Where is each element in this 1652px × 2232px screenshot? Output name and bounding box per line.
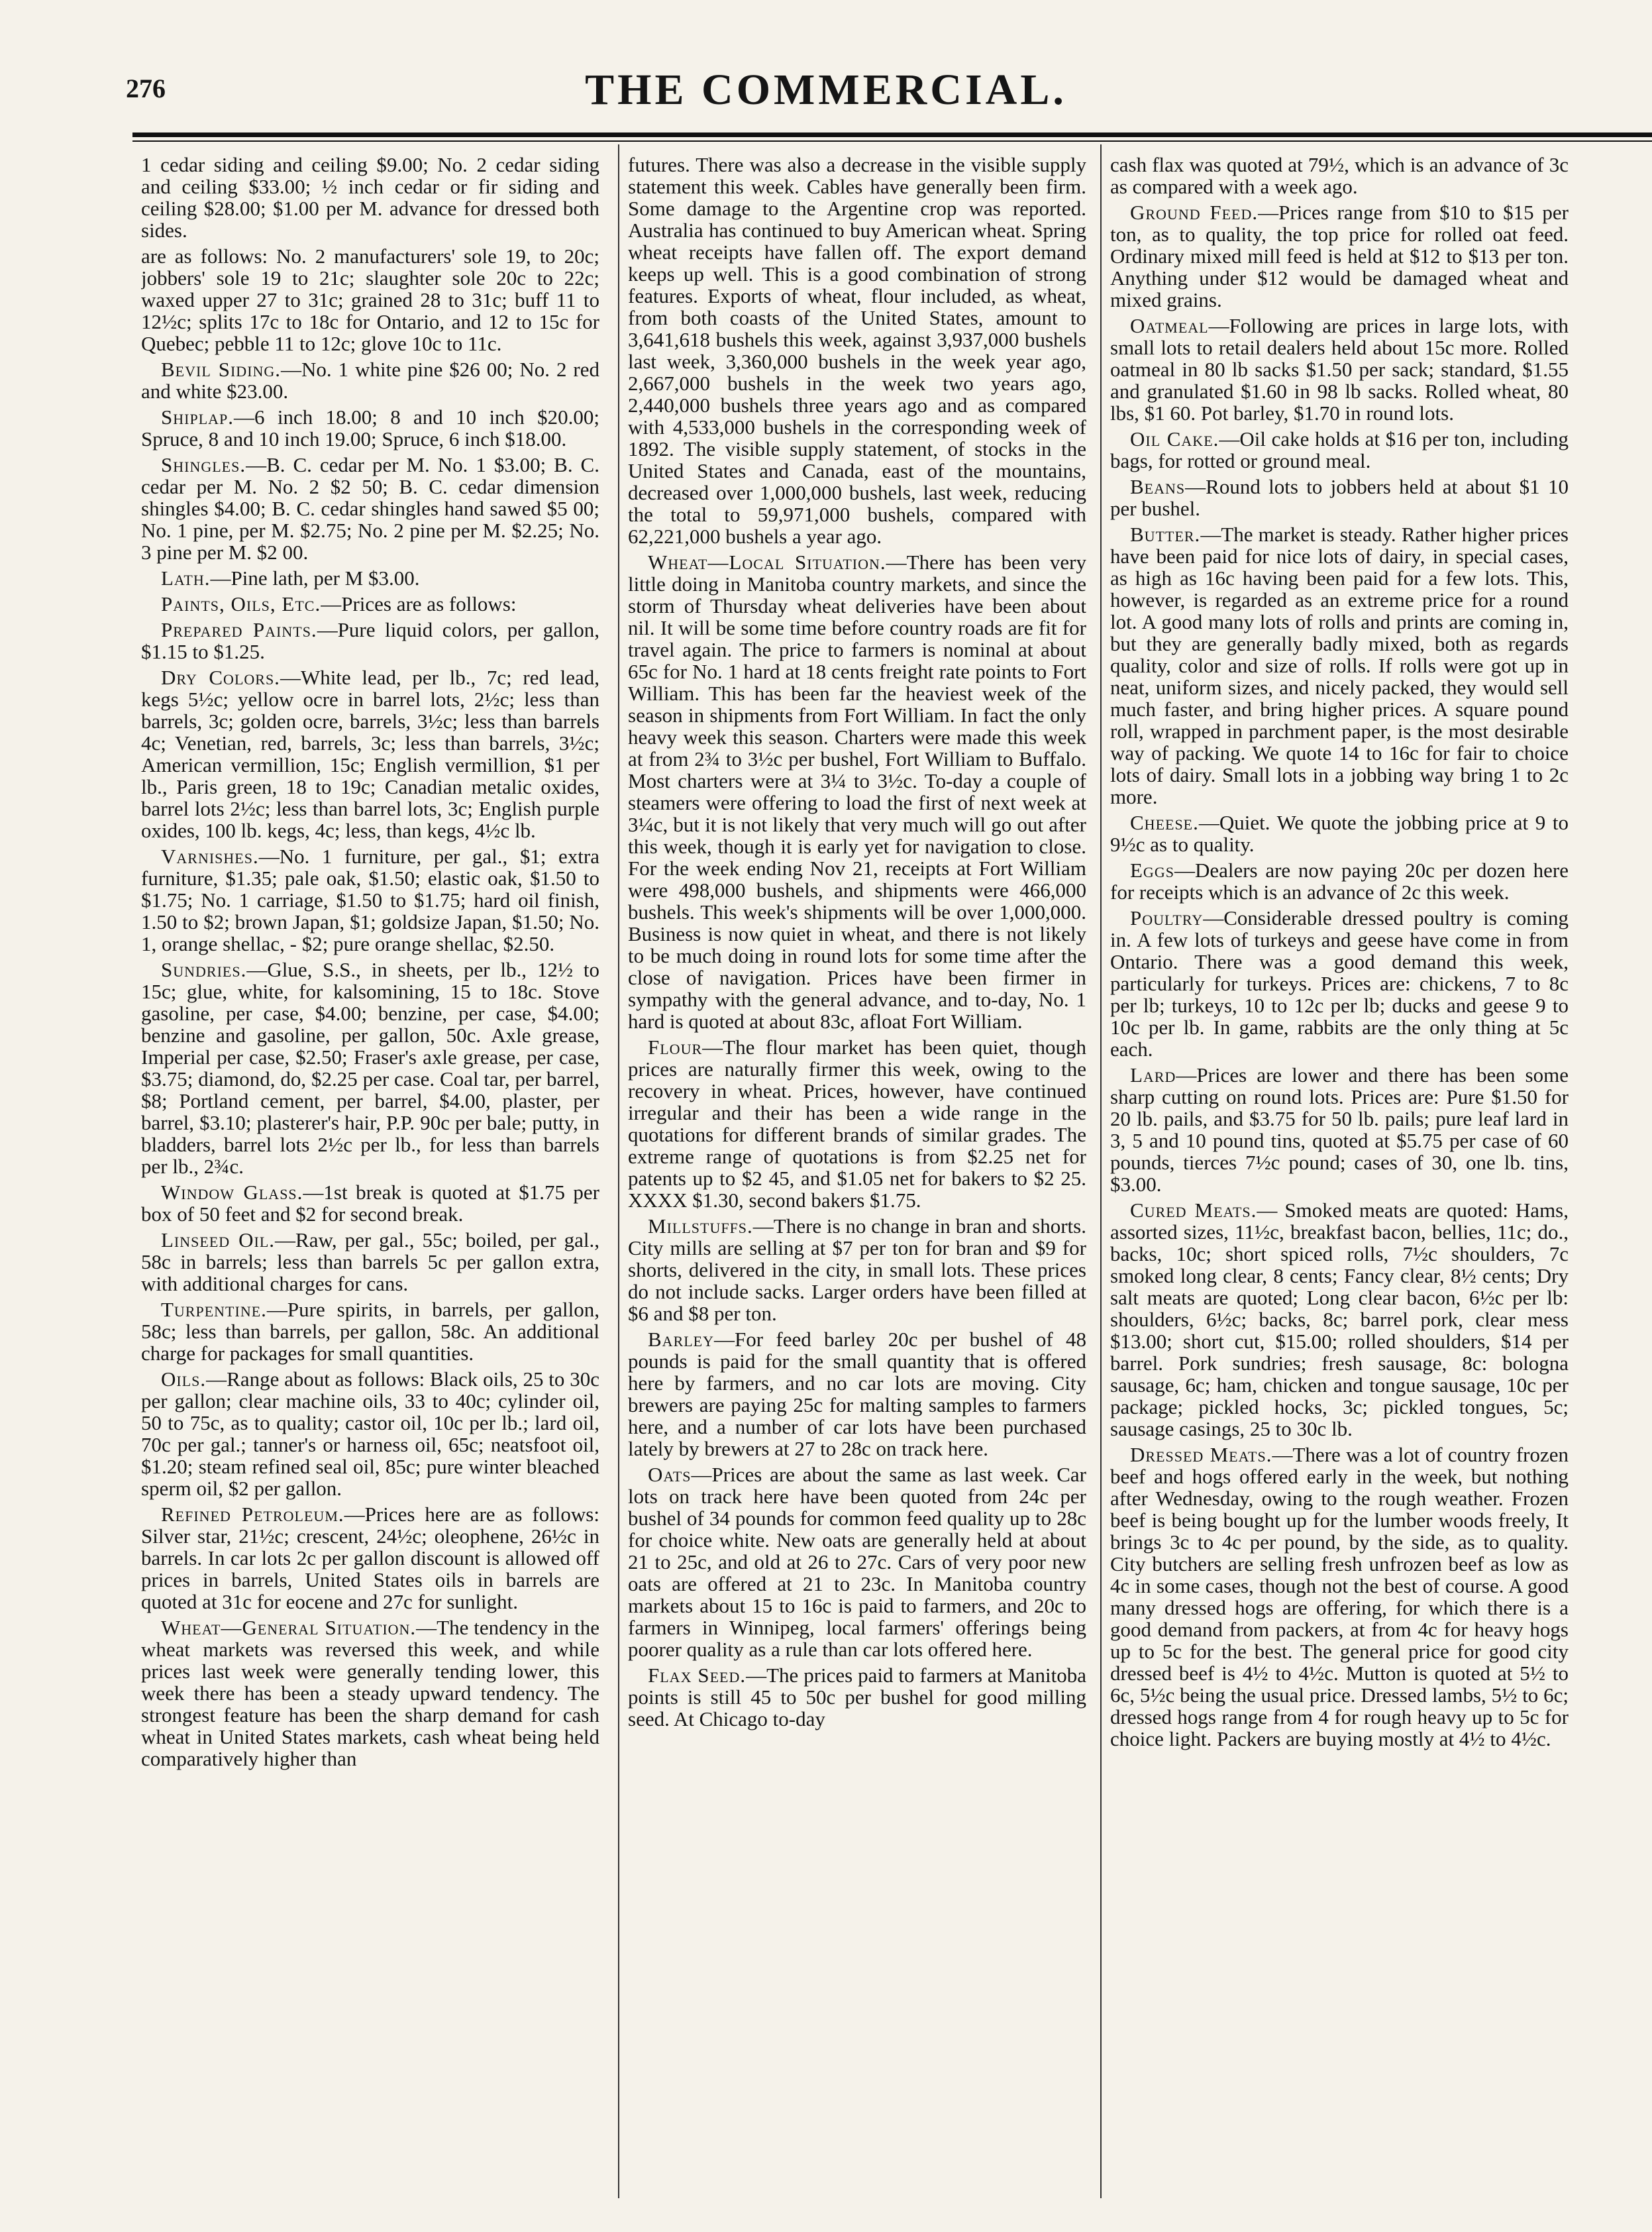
article-paragraph <box>141 1617 599 1770</box>
paragraph-text: —Prices range from $10 to $15 per ton, as to quality, the top price for rolled oat feed. Ordinary mixed mill feed is held at $12 to $13 per ton. Anything under $12 would be damaged wheat and mixed grains. <box>1110 201 1569 311</box>
paragraph-text: are as follows: No. 2 manufacturers' sole 19, to 20c; jobbers' sole 19 to 21c; slaughter sole 20c to 22c; waxed upper 27 to 31c; grained 28 to 31c; buff 11 to 12½c; splits 17c to 18c for Ontario, and 12 to 15c for Quebec; pebble 11 to 12c; glove 10c to 11c. <box>141 244 599 355</box>
paragraph-text: 1 cedar siding and ceiling $9.00; No. 2 cedar siding and ceiling $33.00; ½ inch cedar or fir siding and ceiling $28.00; $1.00 per M. advance for dressed both sides. <box>141 154 599 242</box>
paragraph-text: —For feed barley 20c per bushel of 48 pounds is paid for the small quantity that is offered here by farmers, and no car lots are moving. City brewers are paying 25c for malting samples to farmers here, and a number of car lots have been purchased lately by brewers at 27 to 28c on track here. <box>628 1328 1086 1460</box>
article-paragraph <box>1110 315 1569 424</box>
paragraph-heading: Cured Meats. <box>1130 1198 1257 1222</box>
article-paragraph <box>628 1664 1086 1730</box>
article-paragraph <box>141 154 599 241</box>
paragraph-text: —Round lots to jobbers held at about $1 10 per bushel. <box>1110 475 1569 520</box>
paragraph-heading: Refined Petroleum. <box>161 1503 344 1526</box>
article-paragraph <box>141 1503 599 1613</box>
paragraph-text: —There was a lot of country frozen beef and hogs offered early in the week, but nothing after Wednesday, owing to the rough weather. Frozen beef is being bought up for the lumber woods freely, It brings 3c to 4c per pound, by the side, as to quality. City butchers are selling fresh unfrozen beef as low as 4c in some cases, though not the best of course. A good many dressed hogs are offering, for which there is a good demand from packers, at from 4c for heavy hogs up to 5c for the best. The general price for good city dressed beef is 4½ to 4½c. Mutton is quoted at 5½ to 6c, 5½c being the usual price. Dressed lambs, 5½ to 6c; dressed hogs range from 4 for rough heavy up to 5c for choice light. Packers are buying mostly at 4½ to 4½c. <box>1110 1443 1569 1750</box>
paragraph-heading: Lath. <box>161 566 211 590</box>
paragraph-text: —Following are prices in large lots, with small lots to retail dealers held about 15c more. Rolled oatmeal in 80 lb sacks $1.50 per sack; standard, $1.55 and granulated $1.60 in 98 lb sacks. Rolled wheat, 80 lbs, $1 60. Pot barley, $1.70 in round lots. <box>1110 314 1569 425</box>
paragraph-text: —Glue, S.S., in sheets, per lb., 12½ to 15c; glue, white, for kalsomining, 15 to 18c. Stove gasoline, per case, $4.00; benzine, per case, $4.00; benzine and gasoline, per gallon, 50c. Axle grease, Imperial per case, $2.50; Fraser's axle grease, per case, $3.75; diamond, do, $2.25 per case. Coal tar, per barrel, $8; Portland cement, per barrel, $4.00, plaster, per barrel, $3.10; plasterer's hair, P.P. 90c per bale; putty, in bladders, barrel lots 2½c per lb., for less than barrels per lb., 2¾c. <box>141 958 599 1178</box>
paragraph-text: —Pure liquid colors, per gallon, $1.15 to $1.25. <box>141 618 599 663</box>
paragraph-heading: Oatmeal <box>1130 314 1209 337</box>
paragraph-heading: Lard <box>1130 1063 1176 1087</box>
paragraph-text: —The tendency in the wheat markets was reversed this week, and while prices last week were generally tending lower, this week there has been a steady upward tendency. The strongest feature has been the sharp demand for cash wheat in United States markets, cash wheat being held comparatively higher than <box>141 1616 599 1770</box>
article-paragraph <box>141 454 599 563</box>
article-paragraph <box>628 1215 1086 1324</box>
article-paragraph <box>1110 859 1569 903</box>
article-paragraph <box>141 1299 599 1364</box>
header-rule-thin <box>132 140 1652 142</box>
paragraph-text: —Quiet. We quote the jobbing price at 9 to 9½c as to quality. <box>1110 811 1569 856</box>
paragraph-heading: Shingles. <box>161 453 246 476</box>
paragraph-text: —Prices are about the same as last week. Car lots on track here have been quoted from 24c per bushel of 34 pounds for common feed quality up to 28c for choice white. New oats are generally held at about 21 to 25c, and old at 26 to 27c. Cars of very poor new oats are offered at 21 to 23c. In Manitoba country markets about 15 to 16c is paid to farmers, and 20c to farmers in Winnipeg, local farmers' offerings being poorer quality as a rule than car lots offered here. <box>628 1463 1086 1661</box>
paragraph-heading: Flour <box>648 1036 703 1059</box>
article-paragraph <box>141 845 599 955</box>
article-paragraph <box>628 551 1086 1032</box>
article-paragraph <box>628 1036 1086 1211</box>
paragraph-heading: Beans <box>1130 475 1186 498</box>
article-paragraph <box>1110 1199 1569 1440</box>
article-paragraph <box>141 593 599 615</box>
article-paragraph <box>1110 428 1569 472</box>
article-paragraph <box>1110 154 1569 197</box>
paragraph-heading: Wheat—General Situation. <box>161 1616 417 1639</box>
paragraph-text: —Oil cake holds at $16 per ton, including bags, for rotted or ground meal. <box>1110 427 1569 472</box>
publication-title: THE COMMERCIAL. <box>585 66 1067 114</box>
column-divider-1 <box>618 144 619 2198</box>
paragraph-text: —White lead, per lb., 7c; red lead, kegs 5½c; yellow ocre in barrel lots, 2½c; less than barrels, 3c; golden ocre, barrels, 3½c; less than barrels 4c; Venetian, red, barrels, 3c; less than barrels, 3½c; American vermillion, 15c; English vermillion, $1 per lb., Paris green, 18 to 19c; Canadian metalic oxides, barrel lots 2½c; less than barrel lots, 3c; English purple oxides, 100 lb. kegs, 4c; less, than kegs, 4½c lb. <box>141 666 599 842</box>
paragraph-heading: Paints, Oils, Etc. <box>161 592 321 615</box>
paragraph-text: —Pure spirits, in barrels, per gallon, 58c; less than barrels, per gallon, 58c. An additional charge for packages for small quantities. <box>141 1298 599 1365</box>
paragraph-text: —B. C. cedar per M. No. 1 $3.00; B. C. cedar per M. No. 2 $2 50; B. C. cedar dimension shingles $4.00; B. C. cedar shingles hand sawed $5 00; No. 1 pine, per M. $2.75; No. 2 pine per M. $2.25; No. 3 pine per M. $2 00. <box>141 453 599 564</box>
paragraph-text: —Prices are lower and there has been some sharp cutting on round lots. Prices are: Pure $1.50 for 20 lb. pails, and $3.75 for 50 lb. pails; pure leaf lard in 3, 5 and 10 pound tins, quoted at $5.75 per case of 60 pounds, tierces 7½c pound; cases of 30, one lb. tins, $3.00. <box>1110 1063 1569 1196</box>
article-paragraph <box>1110 476 1569 519</box>
paragraph-text: cash flax was quoted at 79½, which is an advance of 3c as compared with a week ago. <box>1110 154 1569 198</box>
paragraph-heading: Linseed Oil. <box>161 1228 276 1251</box>
paragraph-heading: Oats <box>648 1463 692 1486</box>
paragraph-text: —The prices paid to farmers at Manitoba points is still 45 to 50c per bushel for good milling seed. At Chicago to-day <box>628 1664 1086 1730</box>
paragraph-heading: Dry Colors. <box>161 666 280 689</box>
article-paragraph <box>141 245 599 354</box>
paragraph-heading: Varnishes. <box>161 845 259 868</box>
paragraph-heading: Poultry <box>1130 906 1204 930</box>
paragraph-heading: Prepared Paints. <box>161 618 317 641</box>
paragraph-text: —Considerable dressed poultry is coming in. A few lots of turkeys and geese have come in from Ontario. There was a good demand this week, particularly for turkeys. Prices are: chickens, 7 to 8c per lb; turkeys, 10 to 12c per lb; ducks and geese 9 to 10c per lb. In game, rabbits are the only thing at 5c each. <box>1110 906 1569 1061</box>
paragraph-heading: Ground Feed. <box>1130 201 1259 224</box>
paragraph-heading: Oil Cake. <box>1130 427 1219 451</box>
article-paragraph <box>141 358 599 402</box>
paragraph-text: —There is no change in bran and shorts. City mills are selling at $7 per ton for bran and $9 for shorts, delivered in the city, in small lots. These prices do not include sacks. Larger orders have been filled at $6 and $8 per ton. <box>628 1214 1086 1325</box>
masthead <box>0 0 1652 133</box>
header-rule-thick <box>132 133 1652 137</box>
paragraph-heading: Shiplap. <box>161 405 234 429</box>
article-paragraph <box>141 1181 599 1225</box>
paragraph-heading: Oils. <box>161 1367 207 1391</box>
paragraph-heading: Turpentine. <box>161 1298 267 1321</box>
paragraph-heading: Cheese. <box>1130 811 1199 834</box>
article-paragraph <box>141 619 599 663</box>
article-paragraph <box>141 666 599 841</box>
paragraph-text: —1st break is quoted at $1.75 per box of 50 feet and $2 for second break. <box>141 1181 599 1226</box>
article-paragraph <box>141 567 599 589</box>
paragraph-heading: Millstuffs. <box>648 1214 753 1238</box>
column-divider-2 <box>1100 144 1102 2198</box>
paragraph-text: —No. 1 furniture, per gal., $1; extra furniture, $1.35; pale oak, $1.50; elastic oak, $1.50 to $1.75; No. 1 carriage, $1.50 to $1.75; hard oil finish, 1.50 to $2; brown Japan, $1; goldsize Japan, $1.50; No. 1, orange shellac, - $2; pure orange shellac, $2.50. <box>141 845 599 955</box>
paragraph-heading: Wheat—Local Situation. <box>648 551 886 574</box>
article-paragraph <box>628 1463 1086 1660</box>
paragraph-heading: Bevil Siding. <box>161 358 282 381</box>
article-paragraph <box>141 406 599 450</box>
paragraph-text: —Dealers are now paying 20c per dozen here for receipts which is an advance of 2c this week. <box>1110 859 1569 904</box>
column-3 <box>1110 154 1569 2214</box>
page-number: 276 <box>126 74 166 103</box>
paragraph-text: —Range about as follows: Black oils, 25 to 30c per gallon; clear machine oils, 33 to 40c; cylinder oil, 50 to 75c, as to quality; castor oil, 10c per lb.; lard oil, 70c per gal.; tanner's or harness oil, 65c; neatsfoot oil, $1.20; steam refined seal oil, 85c; pure winter bleached sperm oil, $2 per gallon. <box>141 1367 599 1500</box>
article-paragraph <box>141 1368 599 1499</box>
paragraph-heading: Flax Seed. <box>648 1664 747 1687</box>
paragraph-heading: Dressed Meats. <box>1130 1443 1272 1466</box>
article-paragraph <box>628 154 1086 547</box>
paragraph-text: —Prices are as follows: <box>321 592 517 615</box>
article-paragraph <box>141 959 599 1177</box>
article-paragraph <box>141 1229 599 1295</box>
paragraph-text: — Smoked meats are quoted: Hams, assorted sizes, 11½c, breakfast bacon, bellies, 11c; do., backs, 10c; short spiced rolls, 7½c shoulders, 7c smoked long clear, 8 cents; Fancy clear, 8½ cents; Dry salt meats are quoted; Long clear bacon, 6½c per lb: shoulders, 6½c; backs, 8c; barrel pork, clear mess $13.00; short cut, $15.00; rolled shoulders, $14 per barrel. Pork sundries; fresh sausage, 8c: bologna sausage, 6c; ham, chicken and tongue sausage, 10c per package; pickled hocks, 3c; pickled tongues, 5c; sausage casings, 25 to 30c lb. <box>1110 1198 1569 1440</box>
paragraph-text: futures. There was also a decrease in the visible supply statement this week. Cables have generally been firm. Some damage to the Argentine crop was reported. Australia has continued to buy American wheat. Spring wheat receipts have fallen off. The export demand keeps up well. This is a good combination of strong features. Exports of wheat, flour included, as wheat, from both coasts of the United States, amount to 3,641,618 bushels this week, against 3,937,000 bushels last week, 3,360,000 bushels in the week year ago, 2,667,000 bushels in the week two years ago, 2,440,000 bushels three years ago and as compared with 4,533,000 bushels in the corresponding week of 1892. The visible supply statement, of stocks in the United States and Canada, east of the mountains, decreased over 1,000,000 bushels, last week, reducing the total to 59,971,000 bushels, compared with 62,221,000 bushels a year ago. <box>628 154 1086 548</box>
paragraph-heading: Window Glass. <box>161 1181 303 1204</box>
article-paragraph <box>1110 1064 1569 1195</box>
paragraph-heading: Eggs <box>1130 859 1174 882</box>
article-paragraph <box>1110 523 1569 808</box>
article-paragraph <box>1110 907 1569 1060</box>
paragraph-text: —Prices here are as follows: Silver star, 21½c; crescent, 24½c; oleophene, 26½c in barrels. In car lots 2c per gallon discount is allowed off prices in barrels, United States oils in barrels are quoted at 31c for eocene and 27c for sunlight. <box>141 1503 599 1613</box>
column-2 <box>628 154 1086 2214</box>
paragraph-text: —Raw, per gal., 55c; boiled, per gal., 58c in barrels; less than barrels 5c per gallon extra, with additional charges for cans. <box>141 1228 599 1295</box>
column-1 <box>141 154 599 2214</box>
paragraph-text: —No. 1 white pine $26 00; No. 2 red and white $23.00. <box>141 358 599 403</box>
paragraph-text: —The market is steady. Rather higher prices have been paid for nice lots of dairy, in special cases, as high as 16c having been paid for a few lots. This, however, is regarded as an extreme price for a round lot. A good many lots of rolls and prints are coming in, but they are generally badly mixed, both as regards quality, color and size of rolls. If rolls were got up in neat, uniform sizes, and nicely packed, they would sell much faster, and bring higher prices. A square pound roll, wrapped in parchment paper, is the most desirable way of packing. We quote 14 to 16c for fair to choice lots of dairy. Small lots in a jobbing way bring 1 to 2c more. <box>1110 523 1569 808</box>
paragraph-text: —There has been very little doing in Manitoba country markets, and since the storm of Thursday wheat deliveries have been about nil. It will be some time before country roads are fit for travel again. The price to farmers is nominal at about 65c for No. 1 hard at 18 cents freight rate points to Fort William. This has been far the heaviest week of the season in shipments from Fort William. In fact the only heavy week this season. Charters were made this week at from 2¾ to 3½c per bushel, Fort William to Buffalo. Most charters were at 3¼ to 3½c. To-day a couple of steamers were offering to load the first of next week at 3¼c, but it is not likely that very much will go out after this week, though it is early yet for navigation to close. For the week ending Nov 21, receipts at Fort William were 498,000 bushels, and shipments were 466,000 bushels. This week's shipments will be over 1,000,000. Business is now quiet in wheat, and there is not likely to be much doing in round lots for some time after the close of navigation. Prices have been firmer in sympathy with the general advance, and to-day, No. 1 hard is quoted at about 83c, afloat Fort William. <box>628 551 1086 1033</box>
article-paragraph <box>1110 1444 1569 1750</box>
paragraph-heading: Butter. <box>1130 523 1201 546</box>
paragraph-heading: Barley <box>648 1328 715 1351</box>
article-paragraph <box>628 1328 1086 1460</box>
article-paragraph <box>1110 201 1569 311</box>
paragraph-text: —The flour market has been quiet, though prices are naturally firmer this week, owing to the recovery in wheat. Prices, however, have continued irregular and their has been a wide range in the quotations for different brands of similar grades. The extreme range of quotations is from $2.25 net for patents up to $2 45, and $1.05 net for bakers to $2 25. XXXX $1.30, second bakers $1.75. <box>628 1036 1086 1212</box>
paragraph-text: —6 inch 18.00; 8 and 10 inch $20.00; Spruce, 8 and 10 inch 19.00; Spruce, 6 inch $18.00. <box>141 405 599 451</box>
paragraph-text: —Pine lath, per M $3.00. <box>210 566 420 590</box>
paragraph-heading: Sundries. <box>161 958 247 981</box>
article-paragraph <box>1110 812 1569 855</box>
